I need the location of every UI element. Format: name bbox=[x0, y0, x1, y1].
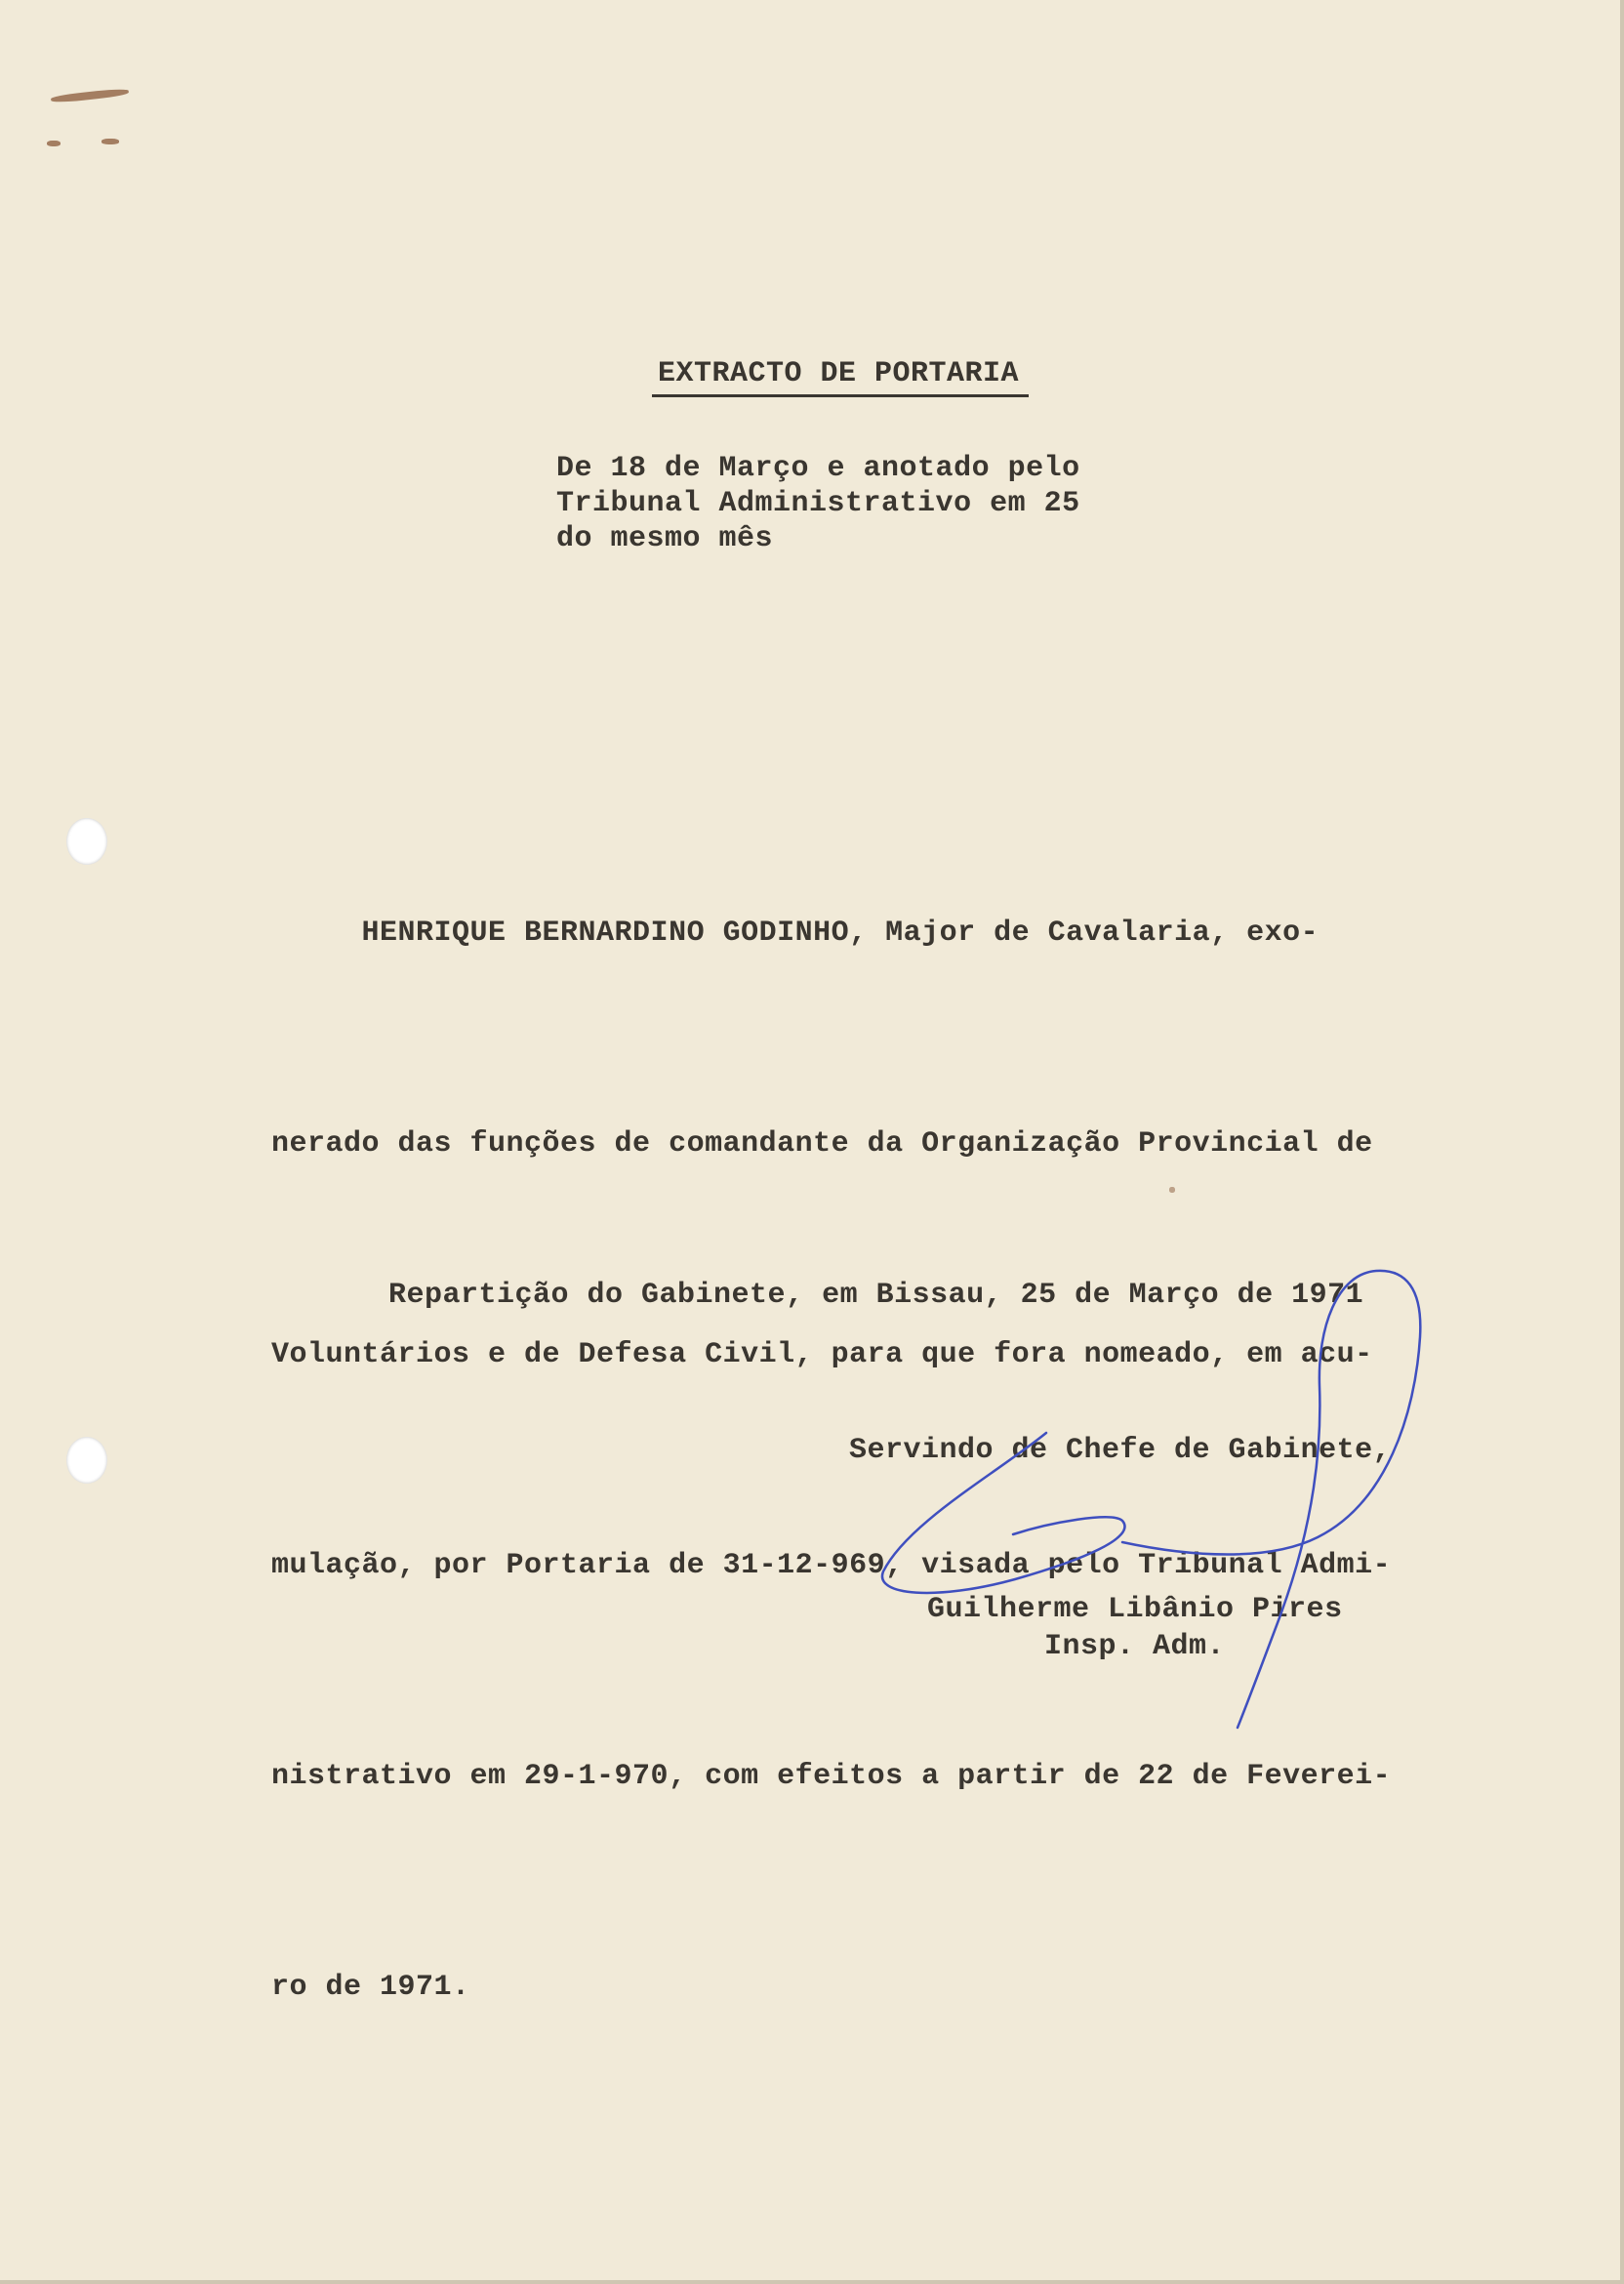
body-line: ro de 1971. bbox=[271, 1971, 470, 2004]
rust-stain bbox=[102, 139, 119, 144]
document-title: EXTRACTO DE PORTARIA bbox=[652, 357, 1029, 397]
body-line: mulação, por Portaria de 31-12-969, visada pelo Tribunal Admi- bbox=[271, 1549, 1392, 1582]
document-subtitle: De 18 de Março e anotado pelo Tribunal Administrativo em 25 do mesmo mês bbox=[556, 452, 1080, 555]
punch-hole bbox=[66, 1437, 107, 1484]
signer-name: Guilherme Libânio Pires bbox=[927, 1593, 1343, 1626]
rust-stain bbox=[51, 88, 129, 103]
body-line: nerado das funções de comandante da Organização Provincial de bbox=[271, 1127, 1373, 1161]
body-line: Voluntários e de Defesa Civil, para que fora nomeado, em acu- bbox=[271, 1338, 1373, 1371]
signatory-role: Servindo de Chefe de Gabinete, bbox=[849, 1434, 1392, 1467]
punch-hole bbox=[66, 818, 107, 865]
body-line: nistrativo em 29-1-970, com efeitos a partir de 22 de Feverei- bbox=[271, 1760, 1392, 1793]
signer-title: Insp. Adm. bbox=[1044, 1630, 1226, 1663]
rust-stain bbox=[47, 141, 61, 146]
place-date-line: Repartição do Gabinete, em Bissau, 25 de Março de 1971 bbox=[388, 1279, 1364, 1312]
body-line: HENRIQUE BERNARDINO GODINHO, Major de Cavalaria, exo- bbox=[271, 917, 1320, 950]
